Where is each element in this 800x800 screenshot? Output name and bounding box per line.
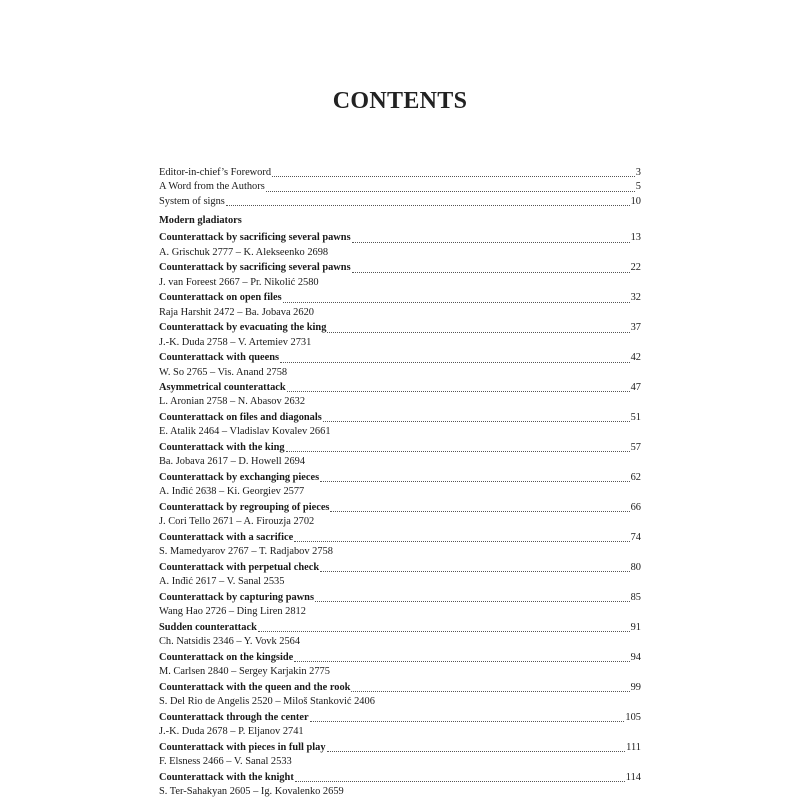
game-entry [159, 381, 641, 409]
game-entry [159, 531, 641, 559]
dot-leader [327, 741, 626, 752]
page-number: 3 [635, 166, 641, 178]
game-title-row[interactable] [159, 741, 641, 755]
dot-leader [258, 621, 630, 632]
dot-leader [283, 292, 630, 303]
dot-leader [266, 181, 635, 192]
game-entry [159, 501, 641, 529]
dot-leader [352, 262, 630, 273]
game-title-row[interactable] [159, 351, 641, 365]
game-title-row[interactable] [159, 291, 641, 305]
toc-entry-title: Asymmetrical counterattack [159, 382, 286, 394]
toc-entry-title: Counterattack with queens [159, 352, 280, 364]
dot-leader [323, 411, 630, 422]
page-number: 22 [630, 262, 641, 274]
page-number: 32 [630, 292, 641, 304]
game-entry [159, 711, 641, 739]
section-heading: Modern gladiators [159, 215, 242, 227]
toc-entry-title: Counterattack with the queen and the rook [159, 681, 351, 693]
game-entry [159, 651, 641, 679]
dot-leader [315, 591, 630, 602]
dot-leader [330, 501, 629, 512]
toc-entry-title: Sudden counterattack [159, 621, 257, 633]
dot-leader [287, 381, 630, 392]
game-entry [159, 351, 641, 379]
page-number: 114 [625, 771, 641, 783]
game-players: W. So 2765 – Vis. Anand 2758 [159, 366, 288, 378]
game-entry [159, 471, 641, 499]
game-title-row[interactable] [159, 471, 641, 485]
toc-entry-title: Counterattack on the kingside [159, 651, 294, 663]
game-title-row[interactable] [159, 771, 641, 785]
game-title-row[interactable] [159, 501, 641, 515]
page-number: 13 [630, 232, 641, 244]
game-players: J. Cori Tello 2671 – A. Firouzja 2702 [159, 516, 315, 528]
page-number: 105 [625, 711, 641, 723]
game-title-row[interactable] [159, 681, 641, 695]
dot-leader [226, 195, 630, 206]
game-entry [159, 231, 641, 259]
dot-leader [310, 711, 625, 722]
game-entry [159, 411, 641, 439]
dot-leader [295, 771, 625, 782]
game-entry [159, 741, 641, 769]
page-number: 10 [630, 195, 641, 207]
toc-entry-title: Counterattack by evacuating the king [159, 322, 327, 334]
game-players: Ba. Jobava 2617 – D. Howell 2694 [159, 456, 306, 468]
page-number: 47 [630, 382, 641, 394]
game-entry [159, 771, 641, 799]
game-players: M. Carlsen 2840 – Sergey Karjakin 2775 [159, 666, 330, 678]
page-number: 111 [626, 741, 641, 753]
game-title-row[interactable] [159, 441, 641, 455]
page-number: 85 [630, 591, 641, 603]
dot-leader [320, 561, 629, 572]
game-entry [159, 591, 641, 619]
page-number: 37 [630, 322, 641, 334]
game-players: S. Del Rio de Angelis 2520 – Miloš Stanković 2406 [159, 696, 375, 708]
page-number: 91 [630, 621, 641, 633]
toc-entry-title: Counterattack on files and diagonals [159, 412, 322, 424]
game-title-row[interactable] [159, 411, 641, 425]
game-players: J.-K. Duda 2678 – P. Eljanov 2741 [159, 726, 304, 738]
toc-entry-title: Counterattack with a sacrifice [159, 532, 294, 543]
dot-leader [327, 322, 629, 333]
toc-entry-title: Counterattack with perpetual check [159, 561, 320, 573]
toc-entry[interactable] [159, 166, 641, 180]
game-players: A. Grischuk 2777 – K. Alekseenko 2698 [159, 246, 329, 258]
toc-entry[interactable] [159, 180, 641, 194]
page-number: 80 [630, 561, 641, 573]
game-entry [159, 291, 641, 319]
dot-leader [280, 352, 630, 363]
front-matter-list [159, 166, 641, 209]
dot-leader [272, 166, 635, 177]
game-players: Ch. Natsidis 2346 – Y. Vovk 2564 [159, 636, 301, 648]
dot-leader [320, 471, 629, 482]
game-title-row[interactable] [159, 591, 641, 605]
game-entry [159, 321, 641, 349]
game-players: S. Ter-Sahakyan 2605 – Ig. Kovalenko 2659 [159, 786, 344, 798]
game-title-row[interactable] [159, 561, 641, 575]
page-number: 99 [630, 681, 641, 693]
page-number: 51 [630, 412, 641, 424]
toc-entry-title: Counterattack by sacrificing several pawns [159, 262, 351, 274]
page-number: 42 [630, 352, 641, 364]
dot-leader [294, 531, 629, 542]
game-players: Raja Harshit 2472 – Ba. Jobava 2620 [159, 306, 314, 318]
toc-entry-title: Counterattack by regrouping of pieces [159, 502, 330, 514]
game-players: J.-K. Duda 2758 – V. Artemiev 2731 [159, 336, 312, 348]
game-entry [159, 681, 641, 709]
toc-entry-title: Counterattack by exchanging pieces [159, 472, 320, 484]
toc-entry-title: Counterattack by capturing pawns [159, 591, 315, 603]
game-entry [159, 261, 641, 289]
game-title-row[interactable] [159, 261, 641, 275]
game-title-row[interactable] [159, 651, 641, 665]
page-number: 5 [635, 181, 641, 193]
page-title: CONTENTS [332, 88, 468, 114]
page-number: 74 [630, 532, 641, 543]
toc-entry-title: System of signs [159, 195, 225, 207]
game-title-row[interactable] [159, 321, 641, 335]
game-entry [159, 441, 641, 469]
game-players: A. Inđić 2617 – V. Sanal 2535 [159, 576, 285, 588]
page-number: 57 [630, 442, 641, 454]
game-players: S. Mamedyarov 2767 – T. Radjabov 2758 [159, 546, 333, 558]
game-title-row[interactable] [159, 711, 641, 725]
dot-leader [286, 441, 630, 452]
page-number: 94 [630, 651, 641, 663]
toc-entry-title: Counterattack through the center [159, 711, 309, 723]
game-players: A. Inđić 2638 – Ki. Georgiev 2577 [159, 486, 305, 498]
game-players: Wang Hao 2726 – Ding Liren 2812 [159, 606, 306, 618]
page-number: 66 [630, 502, 641, 514]
games-list [159, 231, 641, 799]
game-title-row[interactable] [159, 621, 641, 635]
dot-leader [352, 232, 630, 243]
toc-entry-title: Counterattack by sacrificing several pawns [159, 232, 351, 244]
dot-leader [294, 651, 629, 662]
toc-entry-title: Counterattack with pieces in full play [159, 741, 326, 753]
game-players: E. Atalik 2464 – Vladislav Kovalev 2661 [159, 426, 331, 438]
toc-entry-title: A Word from the Authors [159, 181, 265, 193]
table-of-contents [159, 166, 641, 799]
dot-leader [351, 681, 629, 692]
game-entry [159, 561, 641, 589]
game-players: L. Aronian 2758 – N. Abasov 2632 [159, 396, 306, 408]
toc-entry-title: Editor-in-chief’s Foreword [159, 166, 272, 178]
toc-entry-title: Counterattack with the knight [159, 771, 294, 783]
game-players: F. Elsness 2466 – V. Sanal 2533 [159, 756, 292, 768]
toc-entry-title: Counterattack on open files [159, 292, 282, 304]
game-players: J. van Foreest 2667 – Pr. Nikolić 2580 [159, 276, 319, 288]
toc-entry-title: Counterattack with the king [159, 442, 285, 454]
game-title-row[interactable] [159, 231, 641, 245]
page-number: 62 [630, 472, 641, 484]
game-entry [159, 621, 641, 649]
toc-entry[interactable] [159, 195, 641, 209]
game-title-row[interactable] [159, 531, 641, 545]
game-title-row[interactable] [159, 381, 641, 395]
